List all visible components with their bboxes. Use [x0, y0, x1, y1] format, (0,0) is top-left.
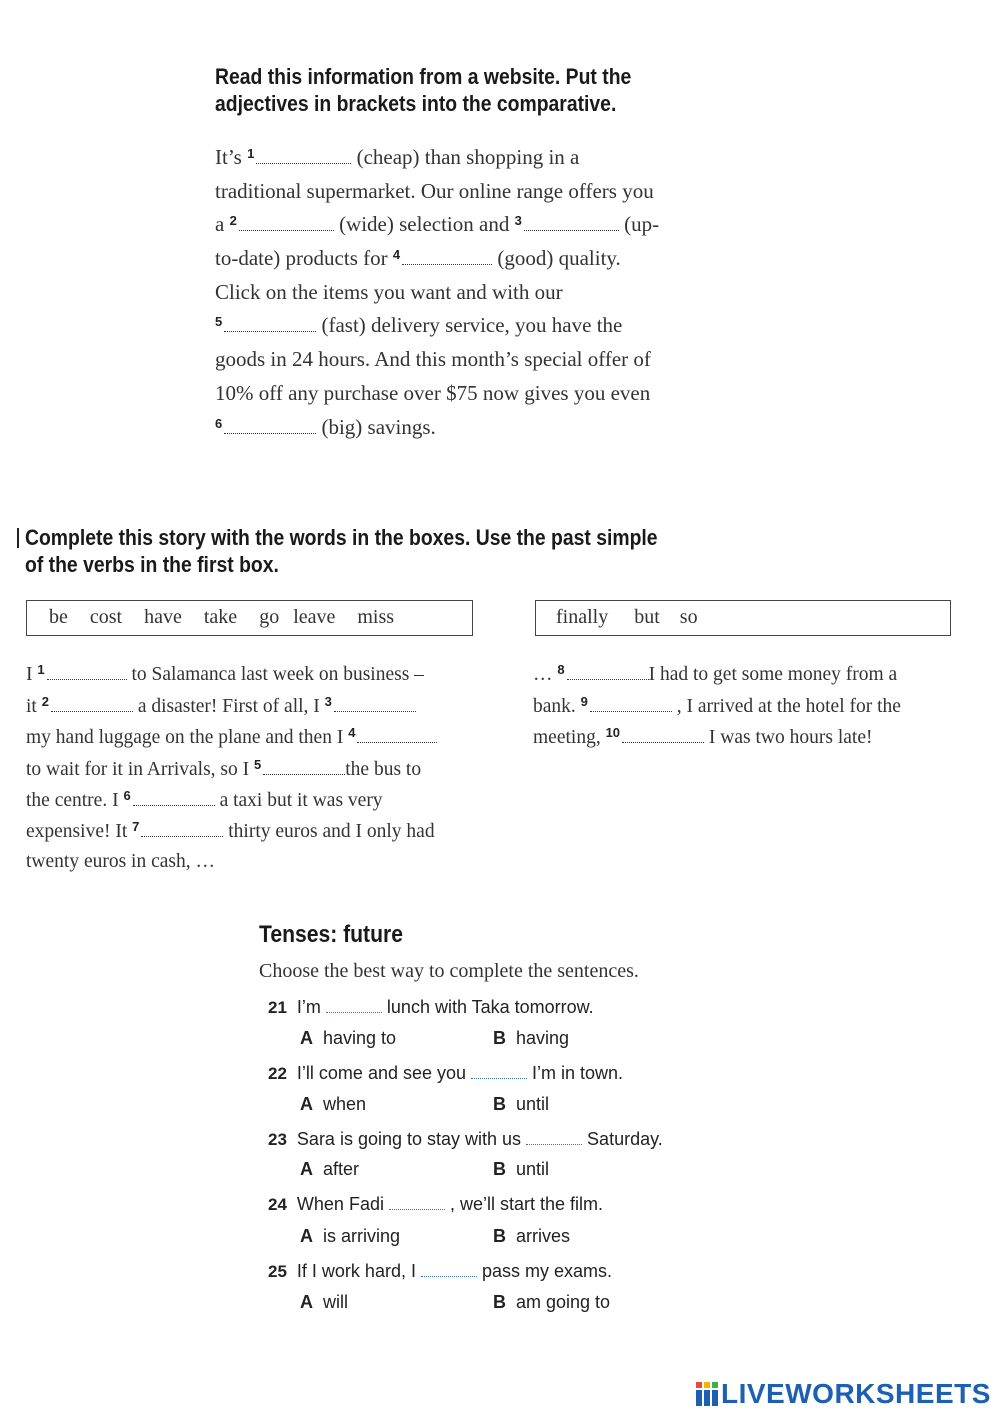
word-so: so	[679, 606, 698, 628]
logo-text: LIVEWORKSHEETS	[721, 1378, 991, 1409]
gap-number: 7	[132, 819, 140, 834]
option-a[interactable]	[300, 1028, 396, 1049]
gap-7-blank[interactable]	[141, 822, 223, 837]
text: to Salamanca last week on business –	[126, 664, 424, 685]
option-text: having to	[323, 1028, 397, 1048]
gap-number: 8	[557, 662, 565, 677]
gap-10-blank[interactable]	[622, 728, 704, 743]
option-label: B	[493, 1094, 506, 1114]
option-text: is arriving	[323, 1226, 401, 1246]
gap-number: 2	[41, 694, 49, 709]
question-text: If I work hard, I	[296, 1261, 421, 1281]
option-text: am going to	[516, 1292, 611, 1312]
word-leave: leave	[293, 606, 336, 628]
option-label: B	[493, 1292, 506, 1312]
text: bank.	[533, 696, 581, 717]
gap-4-blank[interactable]	[357, 728, 437, 743]
question-number: 23	[268, 1130, 287, 1149]
gap-1-blank[interactable]	[47, 665, 127, 680]
gap-number: 10	[605, 725, 621, 740]
text: the centre. I	[26, 790, 124, 811]
gap-number: 3	[514, 213, 522, 228]
verb-word-box	[26, 600, 473, 636]
question-number: 21	[268, 998, 287, 1017]
gap-number: 1	[37, 662, 45, 677]
text: to wait for it in Arrivals, so I	[26, 759, 255, 780]
question-text: pass my exams.	[476, 1261, 613, 1281]
text: the bus to	[345, 759, 422, 780]
question-text: lunch with Taka tomorrow.	[381, 997, 594, 1017]
gap-number: 6	[215, 416, 223, 431]
text: a	[215, 212, 230, 236]
word-miss: miss	[357, 606, 395, 628]
option-a[interactable]	[300, 1159, 359, 1180]
text: a taxi but it was very	[214, 790, 383, 811]
question-text: Sara is going to stay with us	[296, 1129, 527, 1149]
gap-4-blank[interactable]	[402, 250, 492, 265]
option-text: until	[516, 1159, 550, 1179]
option-label: A	[300, 1028, 313, 1048]
text: twenty euros in cash, …	[26, 851, 216, 872]
text: (wide) selection and	[333, 212, 515, 236]
gap-number: 9	[580, 694, 588, 709]
text: 10% off any purchase over $75 now gives you even	[215, 381, 651, 405]
option-label: A	[300, 1159, 313, 1179]
option-a[interactable]	[300, 1226, 400, 1247]
question-number: 22	[268, 1064, 287, 1083]
word-be: be	[49, 606, 68, 628]
gap-2-blank[interactable]	[51, 697, 133, 712]
option-label: B	[493, 1159, 506, 1179]
option-text: will	[323, 1292, 348, 1312]
section3-heading: Tenses: future	[259, 921, 403, 948]
option-b[interactable]	[493, 1226, 570, 1247]
text: (big) savings.	[316, 415, 436, 439]
word-take: take	[203, 606, 238, 628]
option-b[interactable]	[493, 1292, 610, 1313]
gap-6-blank[interactable]	[224, 419, 316, 434]
text: traditional supermarket. Our online range offers you	[215, 179, 654, 203]
question-text: I’m	[296, 997, 326, 1017]
option-text: arrives	[516, 1226, 571, 1246]
gap-3-blank[interactable]	[524, 216, 619, 231]
word-but: but	[634, 606, 660, 628]
text: …	[533, 664, 558, 685]
linker-word-box	[535, 600, 951, 636]
text: (cheap) than shopping in a	[351, 145, 580, 169]
gap-8-blank[interactable]	[567, 665, 649, 680]
section2-heading-line1: Complete this story with the words in the boxes. Use the past simple	[25, 525, 658, 550]
option-label: A	[300, 1292, 313, 1312]
liveworksheets-logo-icon	[696, 1382, 718, 1406]
question-25-blank[interactable]	[421, 1262, 477, 1277]
liveworksheets-logo	[696, 1378, 991, 1410]
option-label: B	[493, 1028, 506, 1048]
option-label: A	[300, 1094, 313, 1114]
section-marker	[17, 528, 19, 548]
text: I had to get some money from a	[648, 664, 898, 685]
word-go: go	[259, 606, 280, 628]
text: thirty euros and I only had	[223, 821, 435, 842]
text: a disaster! First of all, I	[132, 696, 325, 717]
text: (good) quality.	[492, 246, 621, 270]
word-cost: cost	[89, 606, 123, 628]
text: I was two hours late!	[704, 727, 873, 748]
text: to-date) products for	[215, 246, 393, 270]
text: it	[26, 696, 42, 717]
gap-3-blank[interactable]	[334, 697, 416, 712]
text: Click on the items you want and with our	[215, 280, 563, 304]
text: meeting,	[533, 727, 606, 748]
gap-number: 3	[324, 694, 332, 709]
gap-number: 4	[392, 247, 401, 262]
question-number: 24	[268, 1195, 287, 1214]
gap-number: 5	[215, 314, 223, 329]
option-text: having	[516, 1028, 570, 1048]
option-a[interactable]	[300, 1094, 366, 1115]
option-text: until	[516, 1094, 550, 1114]
question-21-blank[interactable]	[326, 998, 382, 1013]
text: I	[26, 664, 38, 685]
option-b[interactable]	[493, 1094, 549, 1115]
option-text: when	[323, 1094, 367, 1114]
text: goods in 24 hours. And this month’s special offer of	[215, 347, 651, 371]
word-have: have	[144, 606, 182, 628]
text: expensive! It	[26, 821, 133, 842]
section3-instruction: Choose the best way to complete the sentences.	[259, 960, 639, 982]
option-b[interactable]	[493, 1159, 549, 1180]
gap-number: 1	[247, 146, 255, 161]
question-text: , we’ll start the film.	[444, 1194, 604, 1214]
option-b[interactable]	[493, 1028, 569, 1049]
gap-1-blank[interactable]	[256, 149, 351, 164]
section1-heading-line1: Read this information from a website. Put the	[215, 64, 632, 89]
word-finally: finally	[556, 606, 609, 628]
question-24-blank[interactable]	[389, 1195, 445, 1210]
text: (up-	[618, 212, 660, 236]
text: , I arrived at the hotel for the	[671, 696, 901, 717]
gap-9-blank[interactable]	[590, 697, 672, 712]
text: (fast) delivery service, you have the	[316, 313, 623, 337]
gap-6-blank[interactable]	[133, 791, 215, 806]
question-22-blank[interactable]	[471, 1064, 527, 1079]
section1-heading-line2: adjectives in brackets into the comparative.	[215, 91, 617, 116]
gap-2-blank[interactable]	[239, 216, 334, 231]
gap-5-blank[interactable]	[263, 760, 345, 775]
question-text: I’m in town.	[527, 1063, 624, 1083]
text: It’s	[215, 145, 248, 169]
option-a[interactable]	[300, 1292, 348, 1313]
section2-heading-line2: of the verbs in the first box.	[25, 552, 279, 577]
question-text: When Fadi	[296, 1194, 389, 1214]
text: my hand luggage on the plane and then I	[26, 727, 349, 748]
gap-number: 4	[348, 725, 356, 740]
question-23-blank[interactable]	[526, 1130, 582, 1145]
question-text: I’ll come and see you	[296, 1063, 472, 1083]
option-label: B	[493, 1226, 506, 1246]
question-number: 25	[268, 1262, 287, 1281]
option-label: A	[300, 1226, 313, 1246]
gap-number: 5	[254, 757, 262, 772]
question-text: Saturday.	[582, 1129, 663, 1149]
gap-number: 2	[229, 213, 237, 228]
gap-5-blank[interactable]	[224, 317, 316, 332]
option-text: after	[323, 1159, 360, 1179]
gap-number: 6	[123, 788, 131, 803]
